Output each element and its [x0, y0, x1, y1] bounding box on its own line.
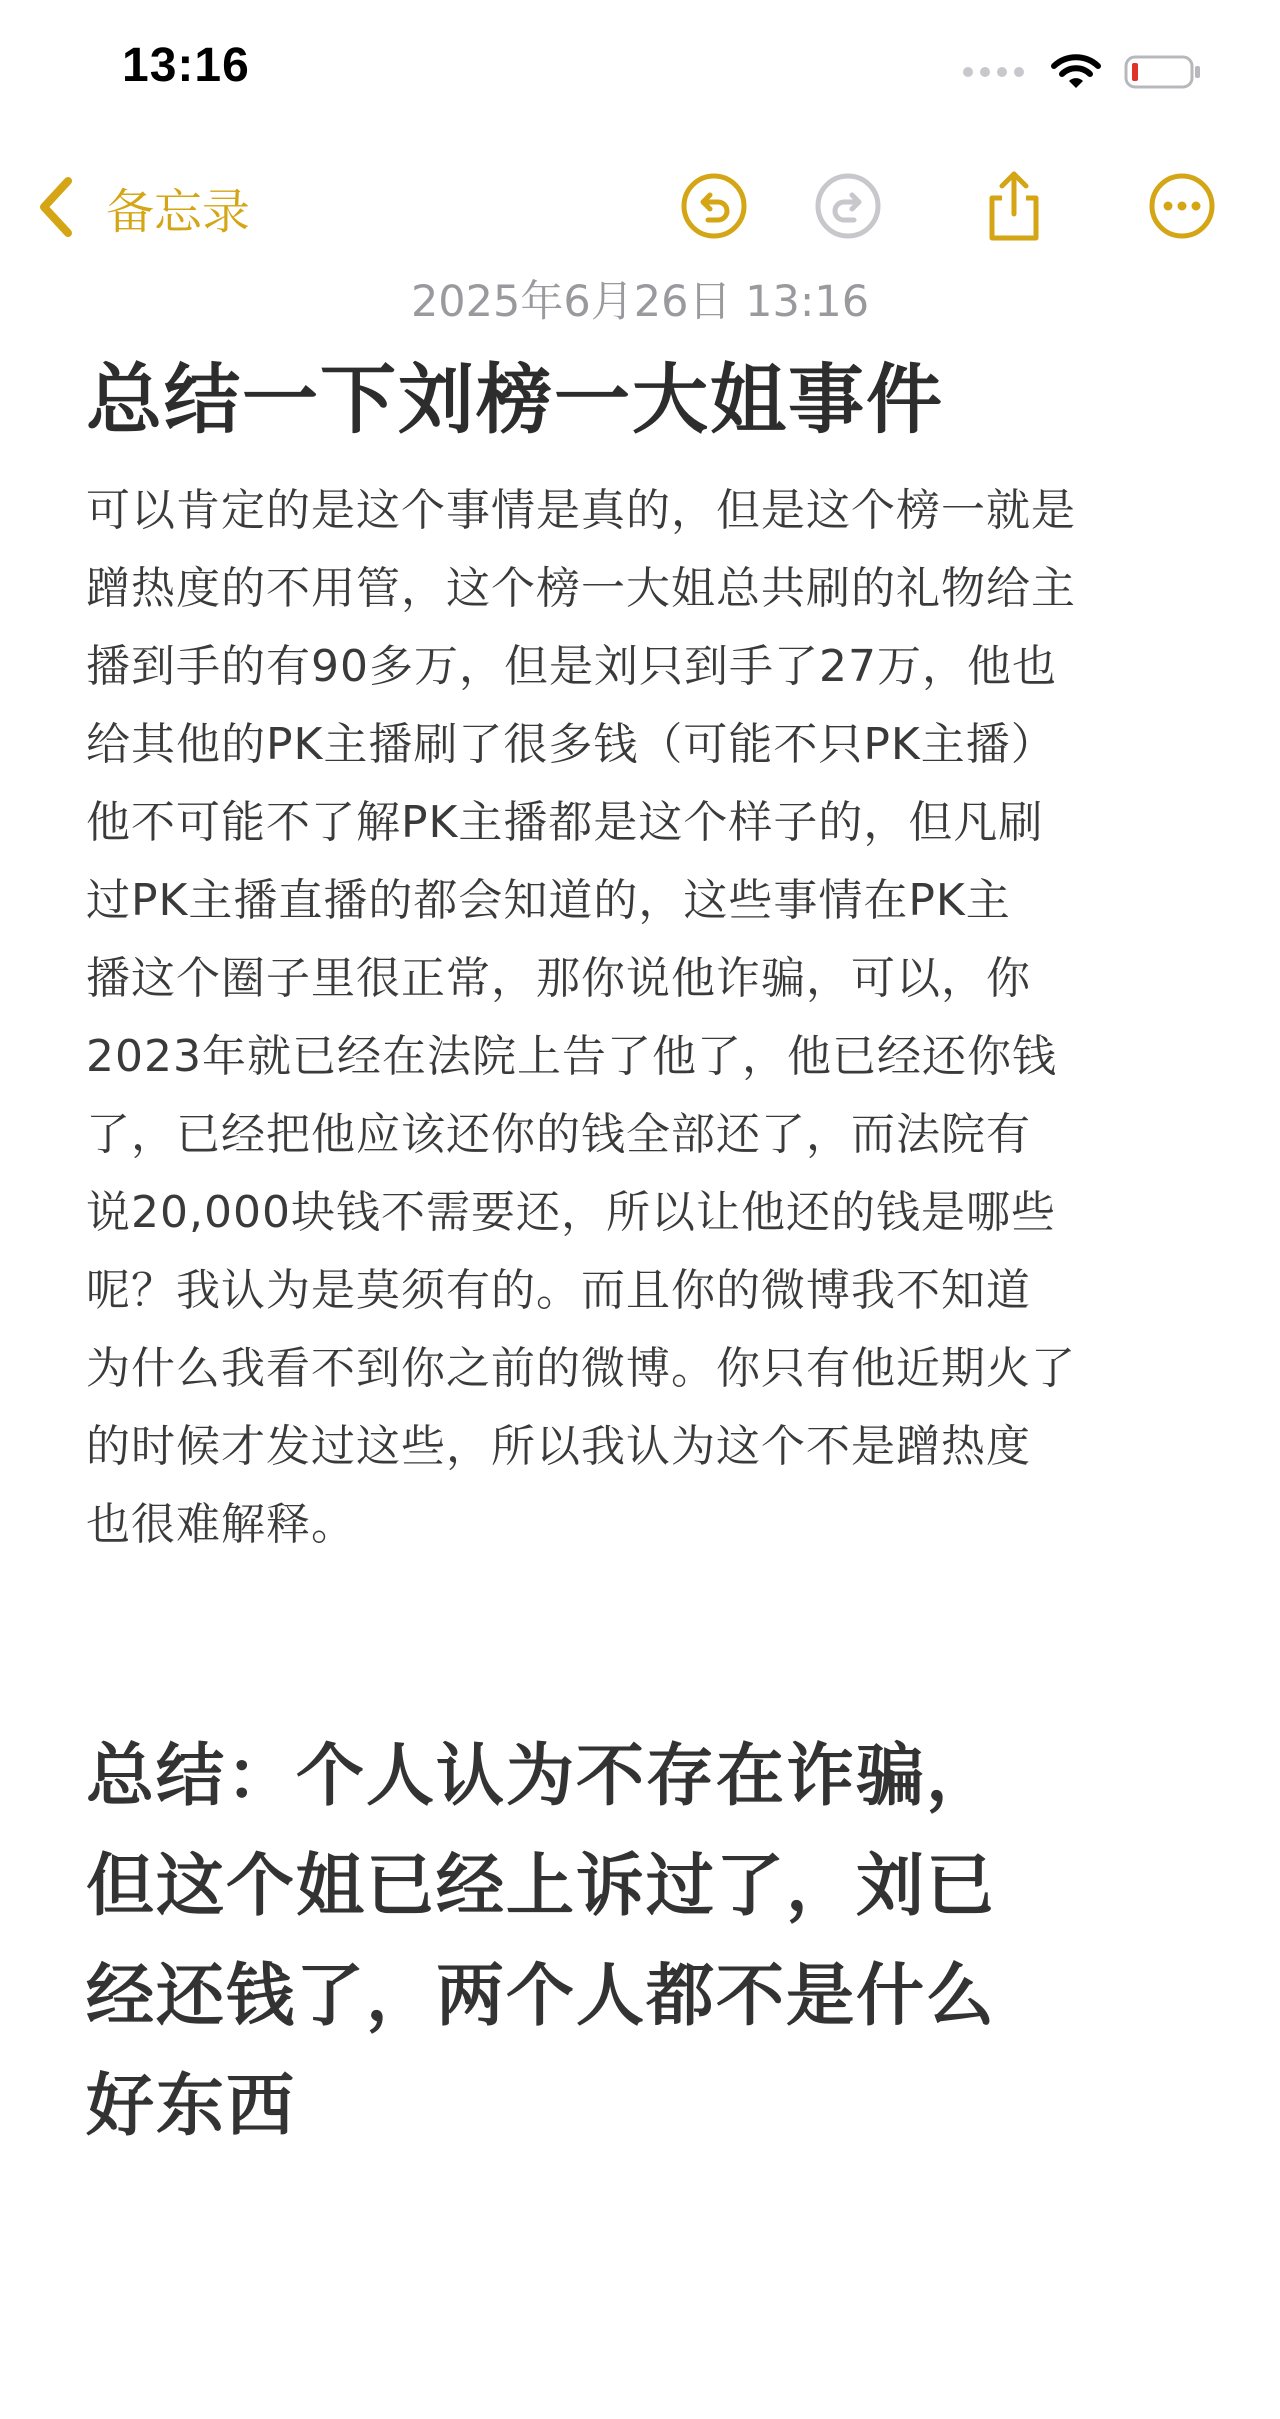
- note-body-line: 也很难解释。: [86, 1499, 356, 1550]
- note-body-line: 给其他的PK主播刷了很多钱（可能不只PK主播）: [86, 719, 1056, 770]
- note-title[interactable]: 总结一下刘榜一大姐事件: [86, 355, 944, 444]
- note-body[interactable]: [86, 472, 1206, 1564]
- status-indicators: [963, 52, 1202, 92]
- note-body-line: 呢？我认为是莫须有的。而且你的微博我不知道: [86, 1265, 1031, 1316]
- note-date: 2025年6月26日 13:16: [410, 277, 870, 327]
- undo-icon: [678, 170, 750, 242]
- note-summary-line: 经还钱了，两个人都不是什么: [86, 1957, 997, 2036]
- note-body-line: 说20,000块钱不需要还，所以让他还的钱是哪些: [86, 1187, 1056, 1238]
- back-button-label: 备忘录: [106, 183, 251, 240]
- chevron-left-icon: [36, 175, 76, 239]
- note-body-line: 了，已经把他应该还你的钱全部还了，而法院有: [86, 1109, 1031, 1160]
- cellular-signal-icon: [963, 67, 1024, 77]
- note-summary-line: 好东西: [86, 2067, 297, 2146]
- note-body-line: 播这个圈子里很正常，那你说他诈骗，可以，你: [86, 953, 1031, 1004]
- redo-button[interactable]: [812, 170, 884, 242]
- more-button[interactable]: [1146, 170, 1218, 242]
- more-icon: [1146, 170, 1218, 242]
- note-summary-heading[interactable]: [86, 1722, 1226, 2162]
- note-body-line: 播到手的有90多万，但是刘只到手了27万，他也: [86, 641, 1057, 692]
- undo-button[interactable]: [678, 170, 750, 242]
- note-body-line: 蹭热度的不用管，这个榜一大姐总共刷的礼物给主: [86, 563, 1076, 614]
- note-summary-line: 总结：个人认为不存在诈骗，: [86, 1737, 997, 1816]
- note-body-line: 2023年就已经在法院上告了他了，他已经还你钱: [86, 1031, 1057, 1082]
- back-button[interactable]: [36, 172, 250, 242]
- note-body-line: 为什么我看不到你之前的微博。你只有他近期火了: [86, 1343, 1076, 1394]
- note-summary-line: 但这个姐已经上诉过了，刘已: [86, 1847, 997, 1926]
- redo-icon: [812, 170, 884, 242]
- battery-low-icon: [1124, 53, 1202, 91]
- note-body-line: 过PK主播直播的都会知道的，这些事情在PK主: [86, 875, 1011, 926]
- note-body-line: 他不可能不了解PK主播都是这个样子的，但凡刷: [86, 797, 1044, 848]
- wifi-icon: [1050, 53, 1102, 91]
- note-body-line: 的时候才发过这些，所以我认为这个不是蹭热度: [86, 1421, 1031, 1472]
- share-icon: [978, 170, 1050, 242]
- status-time: 13:16: [122, 39, 250, 92]
- share-button[interactable]: [978, 170, 1050, 242]
- note-body-line: 可以肯定的是这个事情是真的，但是这个榜一就是: [86, 485, 1076, 536]
